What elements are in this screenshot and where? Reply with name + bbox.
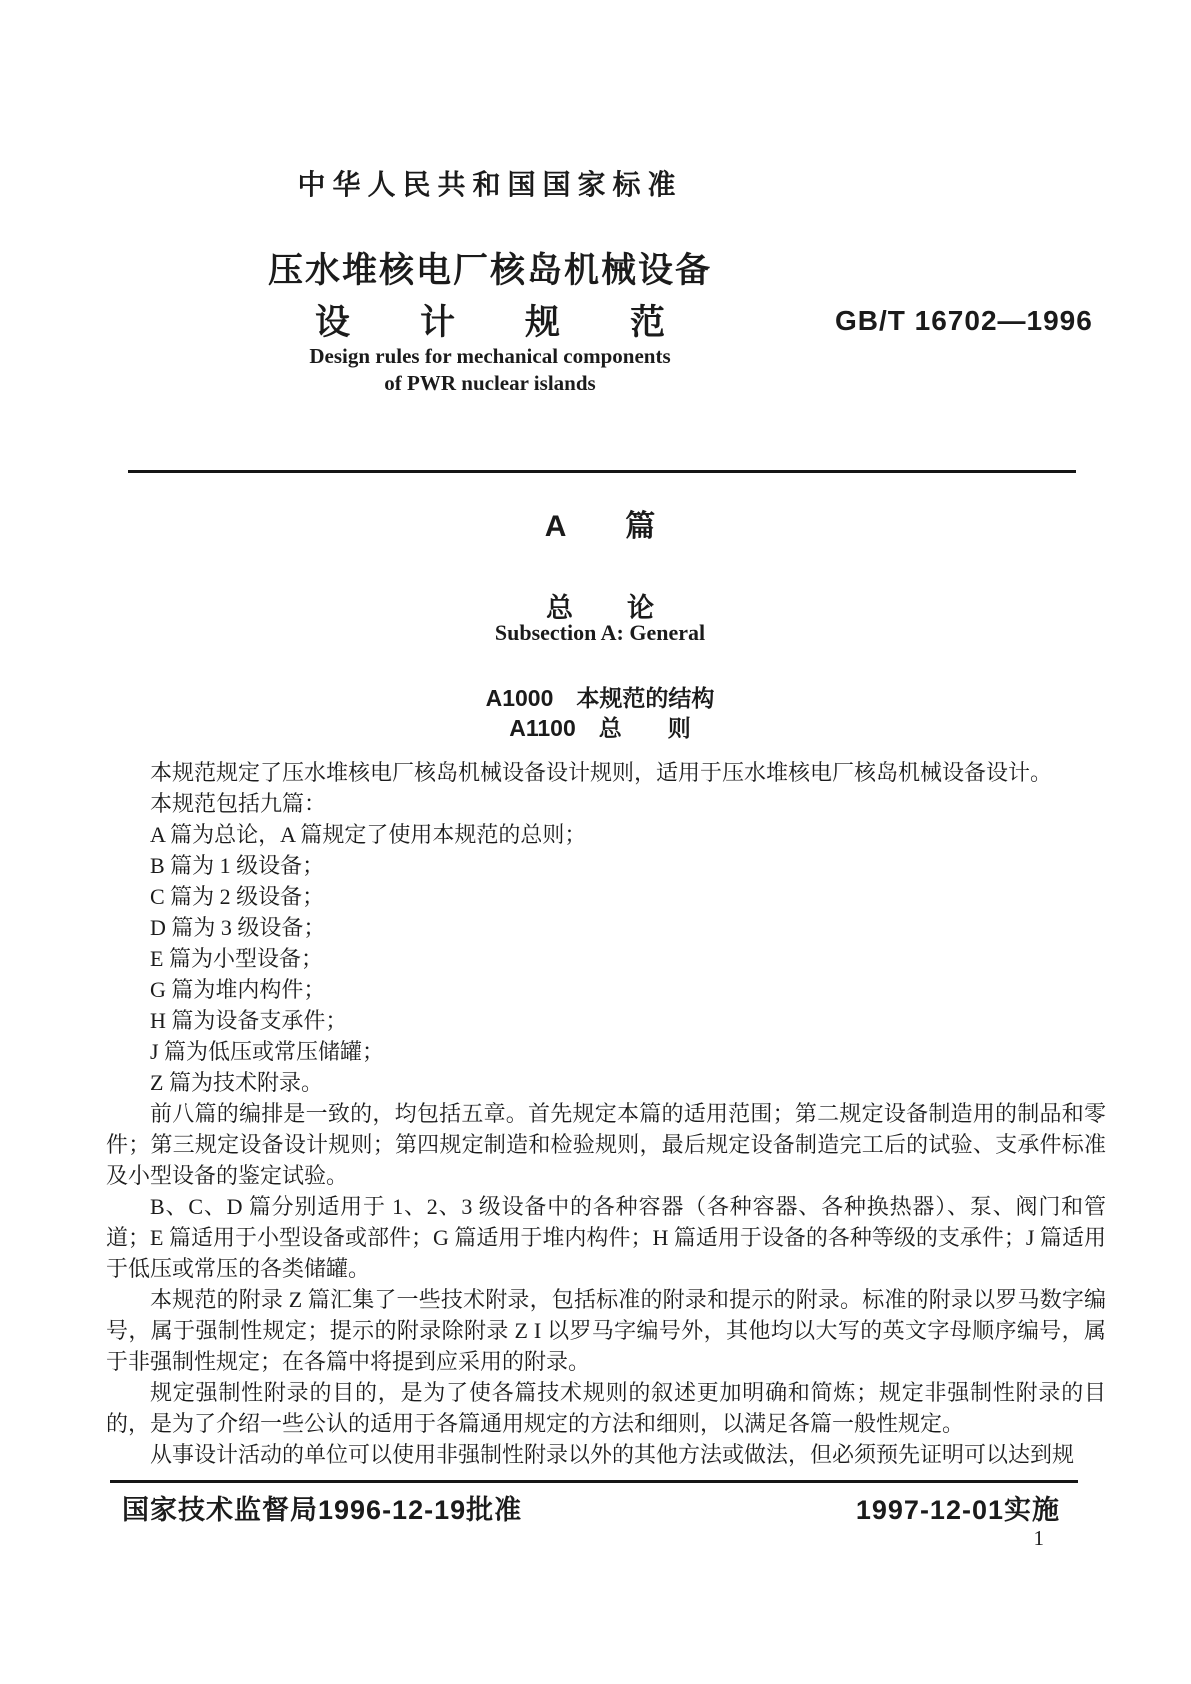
document-title-en-line2: of PWR nuclear islands — [384, 371, 596, 395]
approval-statement: 国家技术监督局1996-12-19批准 — [122, 1495, 523, 1525]
clause-heading-structure: A1000 本规范的结构 — [485, 685, 715, 711]
paragraph: 前八篇的编排是一致的，均包括五章。首先规定本篇的适用范围；第二规定设备制造用的制品和零件；第三规定设备设计规则；第四规定制造和检验规则，最后规定设备制造完工后的试验、支承件标准及小型设备的鉴定试验。 — [106, 1101, 1106, 1188]
list-item: C 篇为 2 级设备； — [150, 884, 325, 909]
list-item: B 篇为 1 级设备； — [150, 853, 325, 878]
list-item: D 篇为 3 级设备； — [150, 915, 326, 940]
list-item: A 篇为总论，A 篇规定了使用本规范的总则； — [150, 822, 587, 847]
body-text — [106, 757, 1106, 1470]
paragraph: B、C、D 篇分别适用于 1、2、3 级设备中的各种容器（各种容器、各种换热器）、泵、阀门和管道；E 篇适用于小型设备或部件；G 篇适用于堆内构件；H 篇适用于设备的各种等级的支承件；J 篇适用于低压或常压的各类储罐。 — [106, 1194, 1106, 1281]
list-item: Z 篇为技术附录。 — [150, 1070, 323, 1095]
list-item: H 篇为设备支承件； — [150, 1008, 348, 1033]
implementation-statement: 1997-12-01实施 — [855, 1495, 1060, 1525]
list-item: J 篇为低压或常压储罐； — [150, 1039, 385, 1064]
list-item: G 篇为堆内构件； — [150, 977, 326, 1002]
page-number: 1 — [1033, 1526, 1044, 1550]
document-title-zh-line2: 设 计 规 范 — [314, 303, 665, 342]
document-title-en-line1: Design rules for mechanical components — [309, 344, 671, 368]
paragraph: 本规范的附录 Z 篇汇集了一些技术附录，包括标准的附录和提示的附录。标准的附录以罗马数字编号，属于强制性规定；提示的附录除附录 Z I 以罗马字编号外，其他均以大写的英文字母顺序编号，属于非强制性规定；在各篇中将提到应采用的附录。 — [106, 1287, 1106, 1374]
part-title: 总 论 — [546, 593, 654, 623]
header-divider — [128, 470, 1076, 473]
standard-label: 中华人民共和国国家标准 — [297, 169, 683, 200]
part-heading: A 篇 — [544, 510, 656, 543]
paragraph: 从事设计活动的单位可以使用非强制性附录以外的其他方法或做法，但必须预先证明可以达到规 — [150, 1442, 1075, 1467]
document-title-zh-line1: 压水堆核电厂核岛机械设备 — [267, 251, 712, 290]
standard-code: GB/T 16702—1996 — [835, 305, 1093, 336]
clause-heading-general: A1100 总 则 — [509, 715, 691, 741]
footer-divider — [110, 1480, 1078, 1483]
paragraph: 规定强制性附录的目的，是为了使各篇技术规则的叙述更加明确和简炼；规定非强制性附录的目的，是为了介绍一些公认的适用于各篇通用规定的方法和细则，以满足各篇一般性规定。 — [106, 1380, 1106, 1436]
part-title-en: Subsection A: General — [494, 620, 706, 645]
list-item: E 篇为小型设备； — [150, 946, 323, 971]
paragraph: 本规范包括九篇： — [150, 791, 327, 816]
paragraph: 本规范规定了压水堆核电厂核岛机械设备设计规则，适用于压水堆核电厂核岛机械设备设计。 — [150, 760, 1053, 785]
